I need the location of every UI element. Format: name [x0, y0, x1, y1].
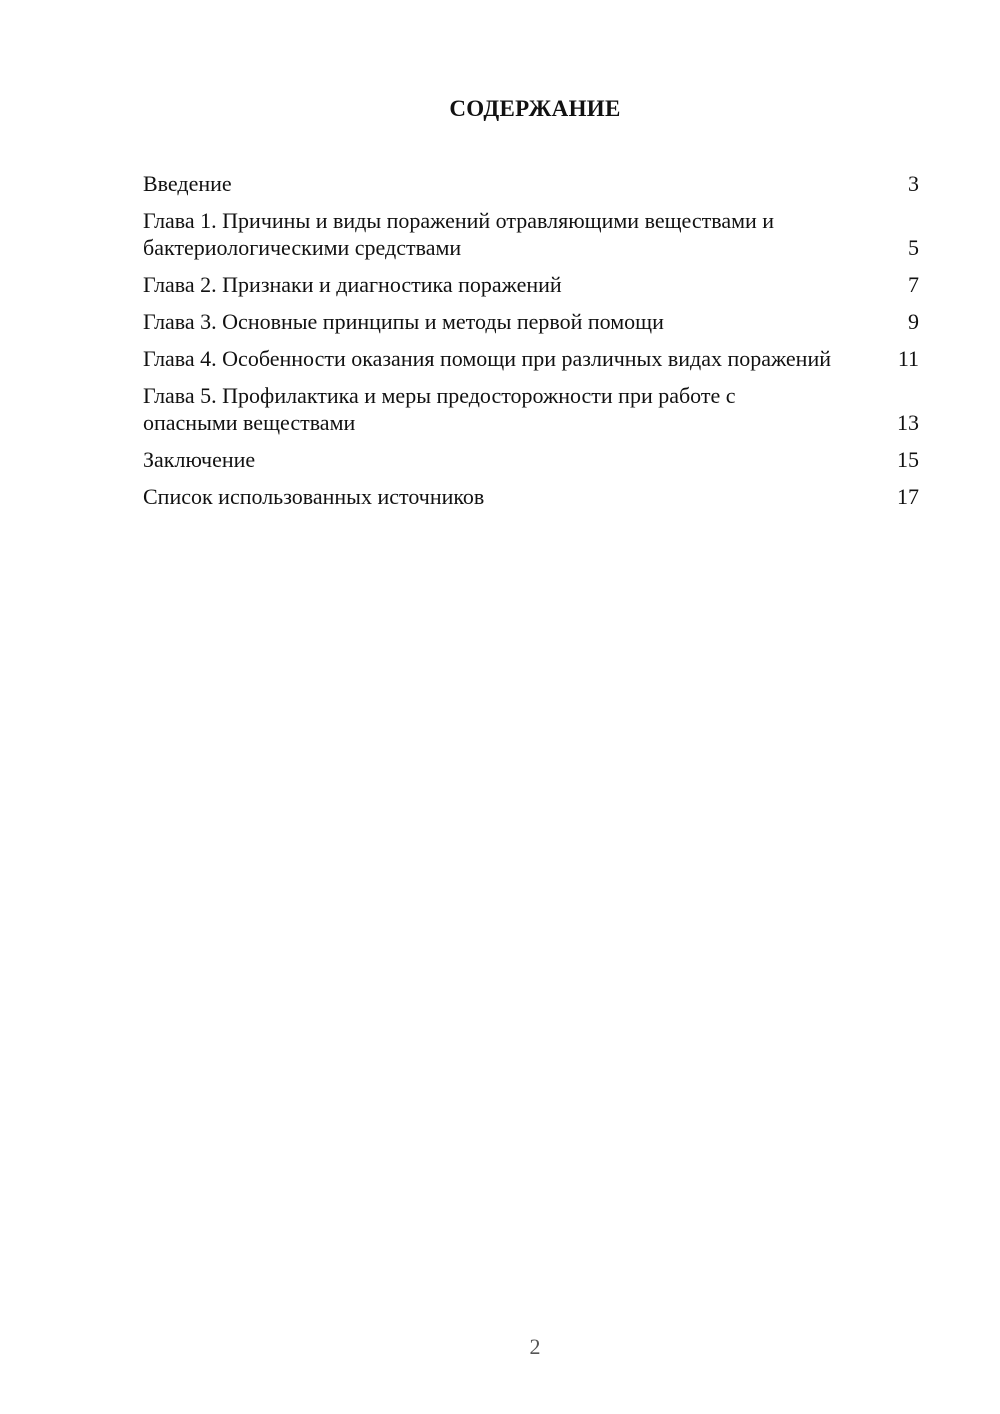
toc-entry-page: 11 — [897, 346, 919, 371]
toc-entry-chapter-4[interactable] — [143, 345, 919, 372]
toc-entry-page: 17 — [897, 484, 919, 509]
toc-entry-chapter-1[interactable] — [143, 207, 919, 261]
toc-entry-page: 13 — [897, 410, 919, 435]
toc-entry-page: 15 — [897, 447, 919, 472]
toc-title: СОДЕРЖАНИЕ — [449, 96, 621, 121]
toc-entry-introduction[interactable] — [143, 170, 919, 197]
toc-entry-text: Глава 1. Причины и виды поражений отравляющими веществами и бактериологическими средствами — [143, 208, 775, 260]
toc-entry-text: Глава 5. Профилактика и меры предосторожности при работе с опасными веществами — [143, 383, 736, 435]
toc-entry-text: Список использованных источников — [143, 484, 485, 509]
toc-entry-text: Глава 3. Основные принципы и методы первой помощи — [143, 309, 664, 334]
toc-entry-text: Введение — [143, 171, 232, 196]
toc-entry-page: 5 — [908, 235, 919, 260]
table-of-contents — [143, 170, 919, 520]
toc-entry-text: Глава 4. Особенности оказания помощи при различных видах поражений — [143, 346, 831, 371]
toc-entry-chapter-3[interactable] — [143, 308, 919, 335]
toc-entry-chapter-5[interactable] — [143, 382, 919, 436]
toc-entry-chapter-2[interactable] — [143, 271, 919, 298]
toc-entry-references[interactable] — [143, 483, 919, 510]
toc-entry-page: 9 — [908, 309, 919, 334]
toc-entry-text: Глава 2. Признаки и диагностика поражений — [143, 272, 562, 297]
page-number: 2 — [529, 1334, 541, 1359]
toc-entry-page: 7 — [908, 272, 919, 297]
toc-entry-text: Заключение — [143, 447, 256, 472]
toc-entry-page: 3 — [908, 171, 919, 196]
toc-entry-conclusion[interactable] — [143, 446, 919, 473]
